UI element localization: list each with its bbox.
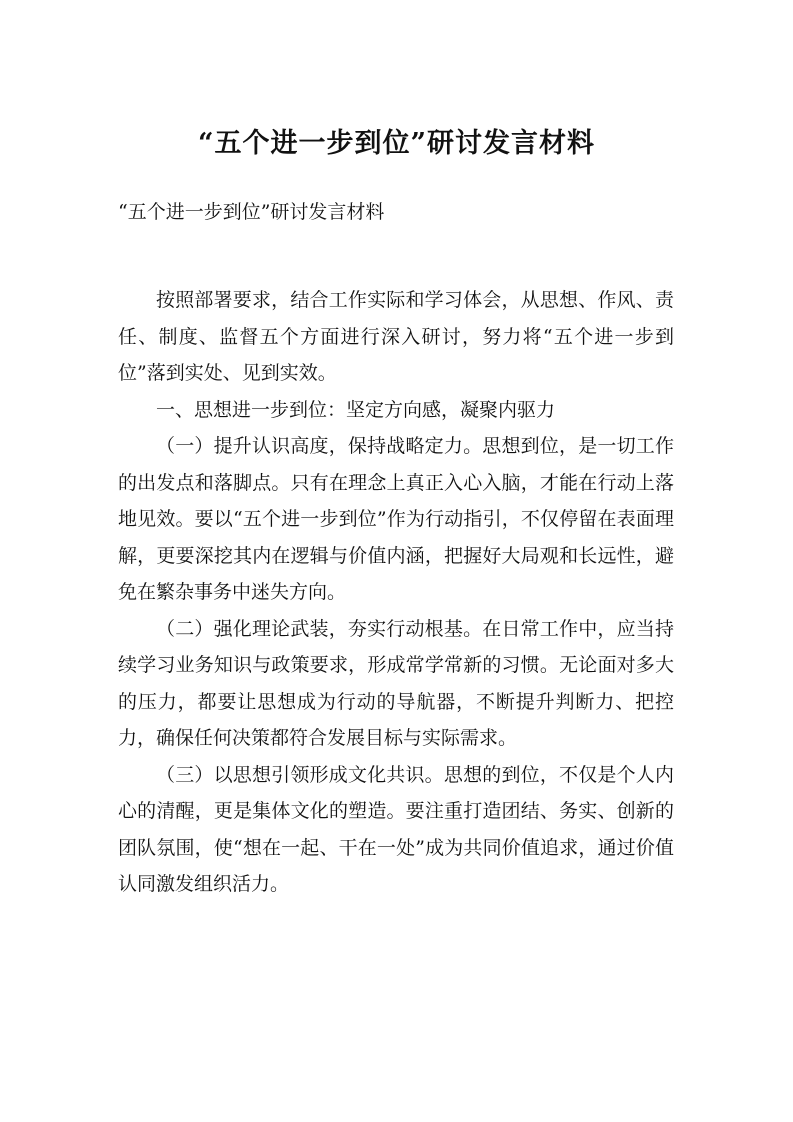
body-paragraph: （一）提升认识高度，保持战略定力。思想到位，是一切工作的出发点和落脚点。只有在理念上真正入心入脑，才能在行动上落地见效。要以“五个进一步到位”作为行动指引，不仅停留在表面理解，更要深挖其内在逻辑与价值内涵，把握好大局观和长远性，避免在繁杂事务中迷失方向。 (118, 435, 674, 603)
body-paragraph: （二）强化理论武装，夯实行动根基。在日常工作中，应当持续学习业务知识与政策要求，形成常学常新的习惯。无论面对多大的压力，都要让思想成为行动的导航器，不断提升判断力、把控力，确保任何决策都符合发展目标与实际需求。 (118, 617, 674, 749)
intro-paragraph: 按照部署要求，结合工作实际和学习体会，从思想、作风、责任、制度、监督五个方面进行深入研讨，努力将“五个进一步到位”落到实处、见到实效。 (118, 289, 674, 384)
document-subtitle: “五个进一步到位”研讨发言材料 (118, 201, 385, 223)
document-body (118, 282, 674, 903)
section-heading: 一、思想进一步到位：坚定方向感，凝聚内驱力 (156, 398, 556, 421)
document-title: “五个进一步到位”研讨发言材料 (197, 128, 596, 159)
body-paragraph: （三）以思想引领形成文化共识。思想的到位，不仅是个人内心的清醒，更是集体文化的塑造。要注重打造团结、务实、创新的团队氛围，使“想在一起、干在一处”成为共同价值追求，通过价值认同激发组织活力。 (118, 763, 674, 895)
